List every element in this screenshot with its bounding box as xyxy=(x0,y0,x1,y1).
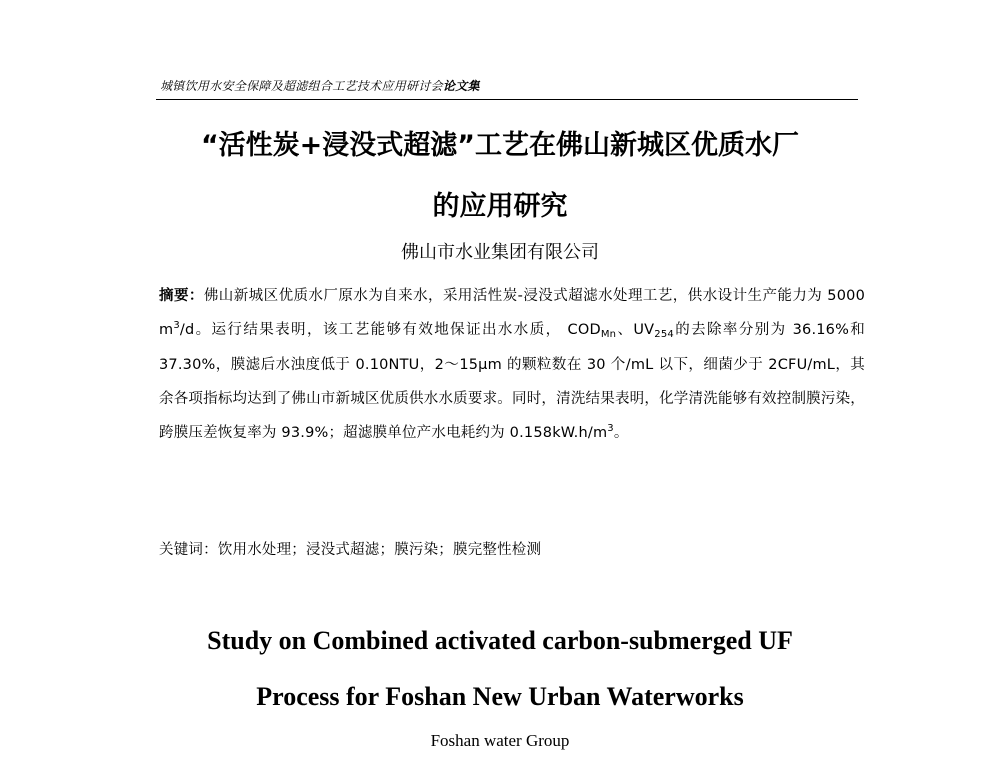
abstract-text-4: 的去除率分别为 36.16%和 37.30%，膜滤后水浊度低于 0.10NTU，2～15μm 的颗粒数在 30 个/mL 以下，细菌少于 2CFU/mL，其余各项指标均达到了佛山市新城区优质供水水质要求。同时，清洗结果表明，化学清洗能够有效控制膜污染，跨膜压差恢复率为 93.9%；超滤膜单位产水电耗约为 0.158kW.h/m xyxy=(159,322,865,442)
abstract-sup-2: 3 xyxy=(607,423,614,435)
running-header-proceedings: 论文集 xyxy=(442,79,480,93)
abstract-sub-mn: Mn xyxy=(600,329,617,341)
keywords-line xyxy=(159,538,541,559)
abstract-text-5: 。 xyxy=(613,425,629,442)
keywords-text: 饮用水处理；浸没式超滤；膜污染；膜完整性检测 xyxy=(217,542,542,558)
abstract-text-3: 、UV xyxy=(616,322,655,339)
english-affiliation: Foshan water Group xyxy=(430,731,570,750)
keywords-label: 关键词： xyxy=(159,542,218,558)
abstract-paragraph xyxy=(159,279,865,450)
english-title-line-2: Process for Foshan New Urban Waterworks xyxy=(256,682,744,711)
chinese-title-line-1: “活性炭+浸没式超滤”工艺在佛山新城区优质水厂 xyxy=(200,130,800,161)
chinese-affiliation: 佛山市水业集团有限公司 xyxy=(401,242,599,263)
abstract-text-2: /d。运行结果表明，该工艺能够有效地保证出水水质， COD xyxy=(179,322,601,339)
running-header xyxy=(160,77,480,94)
english-title-line-1: Study on Combined activated carbon-submerged UF xyxy=(207,626,793,655)
abstract-sup-1: 3 xyxy=(173,320,180,332)
abstract-text-1: 佛山新城区优质水厂原水为自来水，采用活性炭-浸没式超滤水处理工艺，供水设计生产能力为 5000 m xyxy=(159,288,865,339)
abstract-sub-254: 254 xyxy=(654,329,674,341)
abstract-label: 摘要： xyxy=(159,288,204,304)
header-rule xyxy=(156,99,858,100)
running-header-series: 城镇饮用水安全保障及超滤组合工艺技术应用研讨会 xyxy=(160,79,443,93)
chinese-title-line-2: 的应用研究 xyxy=(432,191,568,222)
